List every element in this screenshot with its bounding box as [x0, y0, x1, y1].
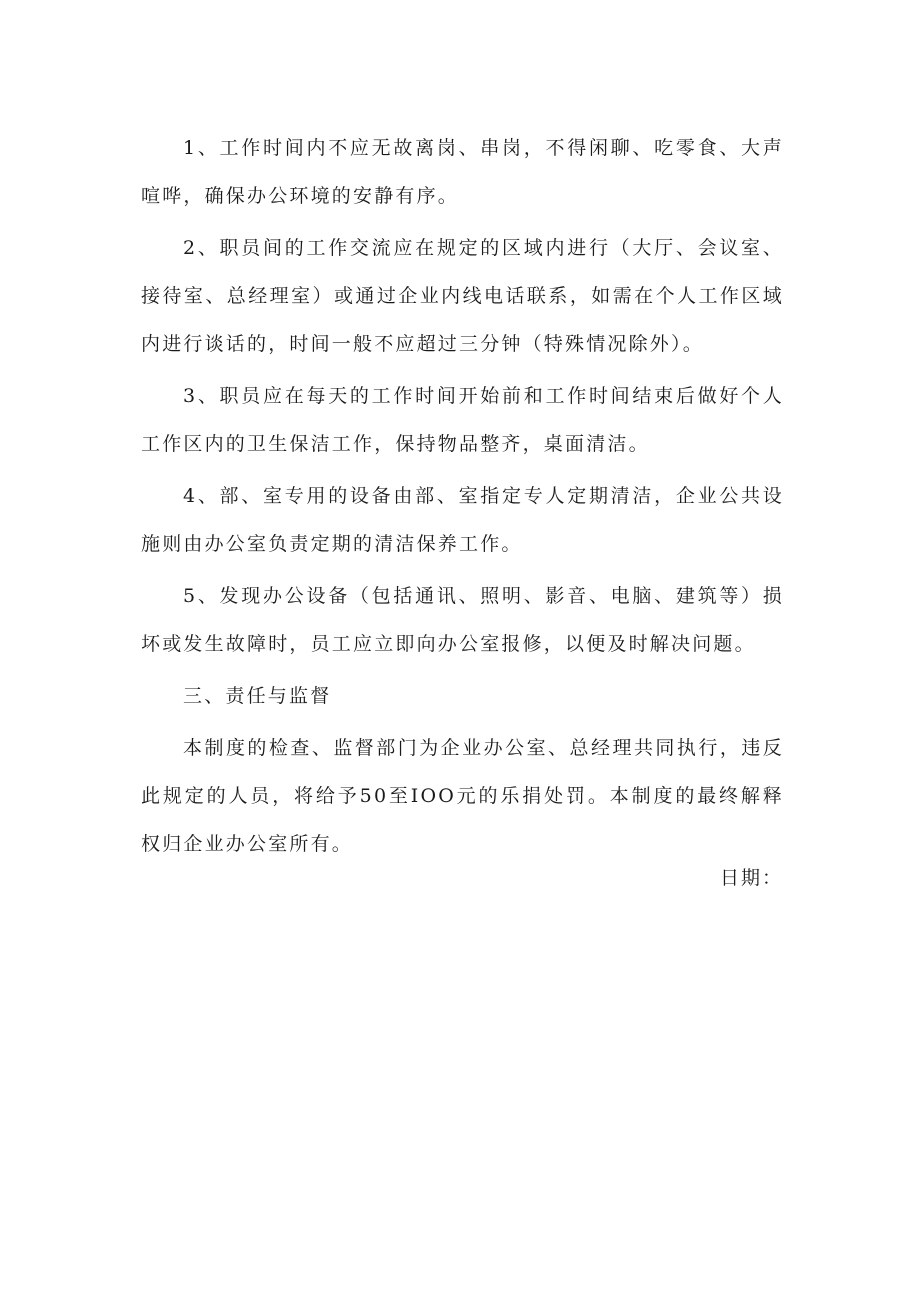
rule-paragraph-2: 2、职员间的工作交流应在规定的区域内进行（大厅、会议室、接待室、总经理室）或通过企业内线电话联系，如需在个人工作区域内进行谈话的，时间一般不应超过三分钟（特殊情况除外）。 — [141, 237, 784, 355]
document-body — [141, 124, 784, 872]
rule-paragraph-3: 3、职员应在每天的工作时间开始前和工作时间结束后做好个人工作区内的卫生保洁工作，保持物品整齐，桌面清洁。 — [141, 385, 784, 455]
date-label: 日期： — [720, 867, 784, 889]
rule-paragraph-4: 4、部、室专用的设备由部、室指定专人定期清洁，企业公共设施则由办公室负责定期的清洁保养工作。 — [141, 485, 784, 555]
rule-paragraph-5: 5、发现办公设备（包括通讯、照明、影音、电脑、建筑等）损坏或发生故障时，员工应立即向办公室报修，以便及时解决问题。 — [141, 585, 784, 655]
section-heading: 三、责任与监督 — [183, 685, 332, 707]
rule-paragraph-1: 1、工作时间内不应无故离岗、串岗，不得闲聊、吃零食、大声喧哗，确保办公环境的安静有序。 — [141, 137, 784, 207]
closing-paragraph: 本制度的检查、监督部门为企业办公室、总经理共同执行，违反此规定的人员，将给予50至IOO元的乐捐处罚。本制度的最终解释权归企业办公室所有。 — [141, 737, 784, 855]
